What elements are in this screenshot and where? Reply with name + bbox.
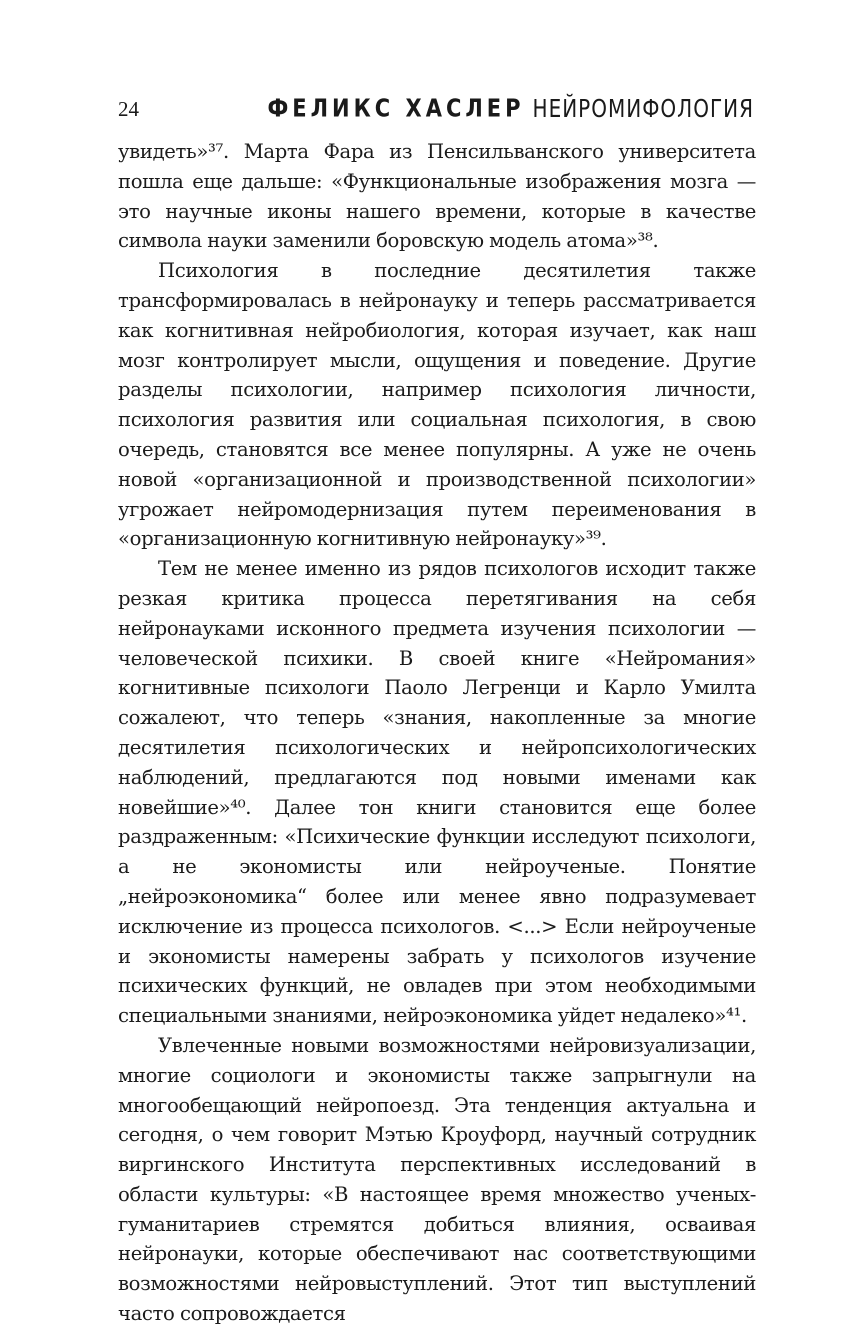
page-number: 24: [118, 97, 139, 121]
body-text: [118, 137, 756, 1329]
paragraph: Увлеченные новыми возможностями нейровизуализации, многие социологи и экономисты также запрыгнули на многообещающий нейропоезд. Эта тенденция актуальна и сегодня, о чем говорит Мэтью Кроуфорд, научный сотрудник виргинского Института перспективных исследований в области культуры: «В настоящее время множество ученых-гуманитариев стремятся добиться влияния, осваивая нейронауки, которые обеспечивают нас соответствующими возможностями нейровыступлений. Этот тип выступлений часто сопровождается: [118, 1033, 756, 1326]
author-name: ФЕЛИКС ХАСЛЕР: [267, 93, 525, 123]
paragraph: увидеть»³⁷. Марта Фара из Пенсильванского университета пошла еще дальше: «Функциональные изображения мозга — это научные иконы нашего времени, которые в качестве символа науки заменили боровскую модель атома»³⁸.: [118, 140, 756, 253]
book-title: НЕЙРОМИФОЛОГИЯ: [532, 93, 754, 123]
paragraph: Психология в последние десятилетия также трансформировалась в нейронауку и теперь рассматривается как когнитивная нейробиология, которая изучает, как наш мозг контролирует мысли, ощущения и поведение. Другие разделы психологии, например психология личности, психология развития или социальная психология, в свою очередь, становятся все менее популярны. А уже не очень новой «организационной и производственной психологии» угрожает нейромодернизация путем переименования в «организационную когнитивную нейронауку»³⁹.: [118, 259, 756, 551]
running-head: [267, 93, 754, 123]
page-header: [118, 88, 754, 122]
paragraph: Тем не менее именно из рядов психологов исходит также резкая критика процесса перетягивания на себя нейронауками исконного предмета изучения психологии — человеческой психики. В своей книге «Нейромания» когнитивные психологи Паоло Легренци и Карло Умилта сожалеют, что теперь «знания, накопленные за многие десятилетия психологических и нейропсихологических наблюдений, предлагаются под новыми именами как новейшие»⁴⁰. Далее тон книги становится еще более раздраженным: «Психические функции исследуют психологи, а не экономисты или нейроученые. Понятие „нейроэкономика“ более или менее явно подразумевает исключение из процесса психологов. <...> Если нейроученые и экономисты намерены забрать у психологов изучение психических функций, не овладев при этом необходимыми специальными знаниями, нейроэкономика уйдет недалеко»⁴¹.: [118, 557, 756, 1028]
